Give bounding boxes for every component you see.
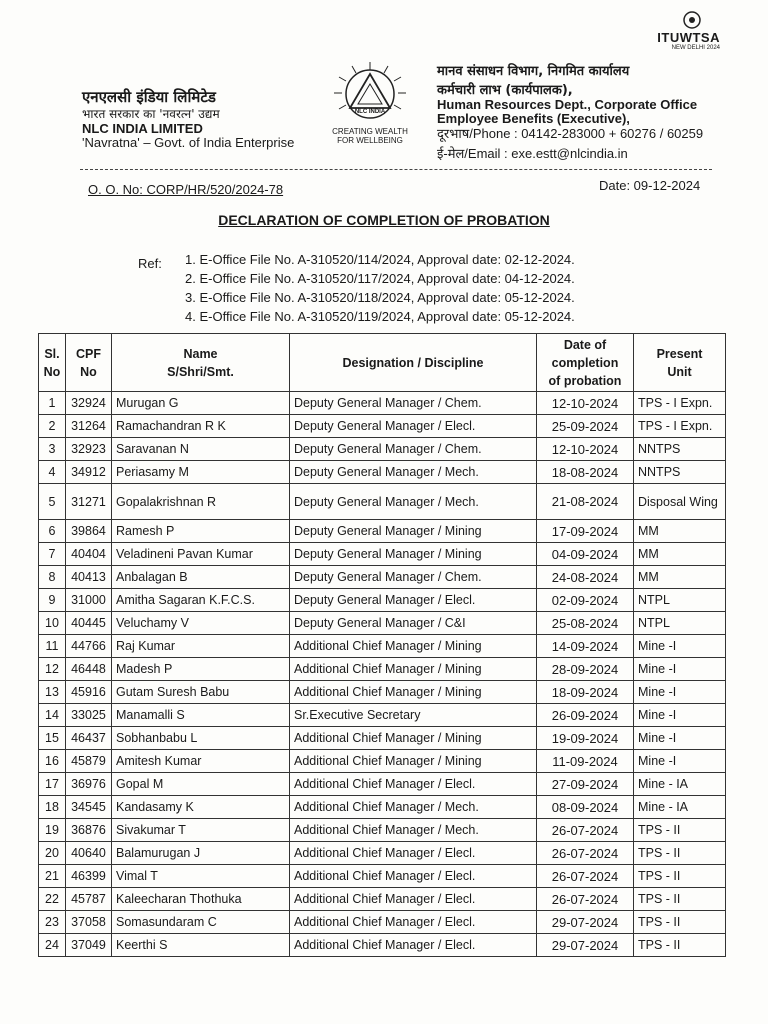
table-header-row [39,334,726,392]
cell-designation: Additional Chief Manager / Elecl. [290,888,537,911]
cell-present-unit: Mine -I [634,704,726,727]
cell-sl-no: 23 [39,911,66,934]
cell-completion-date: 18-09-2024 [537,681,634,704]
phone-line: दूरभाष/Phone : 04142-283000 + 60276 / 60259 [437,126,704,141]
cell-designation: Additional Chief Manager / Elecl. [290,911,537,934]
cell-cpf-no: 31000 [66,589,112,612]
cell-completion-date: 26-07-2024 [537,865,634,888]
cell-name: Somasundaram C [112,911,290,934]
cell-name: Kandasamy K [112,796,290,819]
cell-present-unit: Mine - IA [634,796,726,819]
cell-cpf-no: 31271 [66,484,112,520]
cell-completion-date: 26-07-2024 [537,819,634,842]
cell-completion-date: 25-08-2024 [537,612,634,635]
cell-name: Sobhanbabu L [112,727,290,750]
cell-sl-no: 17 [39,773,66,796]
logo-caption-line-2: FOR WELLBEING [337,136,403,145]
cell-present-unit: TPS - II [634,888,726,911]
cell-sl-no: 11 [39,635,66,658]
cell-name: Veladineni Pavan Kumar [112,543,290,566]
cell-sl-no: 10 [39,612,66,635]
cell-sl-no: 1 [39,392,66,415]
cell-present-unit: TPS - II [634,819,726,842]
cell-completion-date: 08-09-2024 [537,796,634,819]
cell-present-unit: NTPL [634,612,726,635]
cell-completion-date: 26-07-2024 [537,842,634,865]
cell-completion-date: 24-08-2024 [537,566,634,589]
cell-name: Ramesh P [112,520,290,543]
cell-cpf-no: 46448 [66,658,112,681]
cell-sl-no: 6 [39,520,66,543]
cell-designation: Deputy General Manager / Mech. [290,484,537,520]
cell-cpf-no: 46437 [66,727,112,750]
table-row [39,543,726,566]
header-present-unit: Present Unit [634,334,726,392]
cell-name: Veluchamy V [112,612,290,635]
reference-item: 1. E-Office File No. A-310520/114/2024, Approval date: 02-12-2024. [185,252,575,267]
cell-designation: Additional Chief Manager / Elecl. [290,842,537,865]
cell-name: Madesh P [112,658,290,681]
reference-label: Ref: [138,256,162,271]
header-sl-no: Sl. No [39,334,66,392]
cell-sl-no: 7 [39,543,66,566]
cell-present-unit: MM [634,543,726,566]
cell-cpf-no: 40640 [66,842,112,865]
cell-present-unit: Mine -I [634,681,726,704]
cell-completion-date: 26-09-2024 [537,704,634,727]
cell-present-unit: Mine -I [634,635,726,658]
document-title: DECLARATION OF COMPLETION OF PROBATION [218,212,550,228]
cell-cpf-no: 45879 [66,750,112,773]
cell-name: Vimal T [112,865,290,888]
cell-sl-no: 20 [39,842,66,865]
reference-list [185,250,575,326]
table-row [39,566,726,589]
cell-name: Amitesh Kumar [112,750,290,773]
cell-sl-no: 22 [39,888,66,911]
company-name-english: NLC INDIA LIMITED [82,121,203,136]
table-row [39,750,726,773]
cell-cpf-no: 44766 [66,635,112,658]
cell-completion-date: 29-07-2024 [537,934,634,957]
cell-designation: Deputy General Manager / C&I [290,612,537,635]
cell-designation: Additional Chief Manager / Elecl. [290,934,537,957]
ituwtsa-text: ITUWTSA [657,30,720,45]
cell-name: Kaleecharan Thothuka [112,888,290,911]
cell-designation: Additional Chief Manager / Mech. [290,819,537,842]
cell-present-unit: Mine -I [634,750,726,773]
cell-designation: Sr.Executive Secretary [290,704,537,727]
cell-cpf-no: 32924 [66,392,112,415]
cell-present-unit: Mine -I [634,658,726,681]
cell-name: Amitha Sagaran K.F.C.S. [112,589,290,612]
cell-present-unit: NTPL [634,589,726,612]
company-tagline-hindi: भारत सरकार का 'नवरत्न' उद्यम [82,107,220,121]
cell-sl-no: 21 [39,865,66,888]
cell-cpf-no: 32923 [66,438,112,461]
cell-sl-no: 15 [39,727,66,750]
cell-cpf-no: 46399 [66,865,112,888]
cell-present-unit: TPS - I Expn. [634,392,726,415]
reference-item: 4. E-Office File No. A-310520/119/2024, Approval date: 05-12-2024. [185,309,575,324]
globe-icon [682,10,702,30]
department-english-line-1: Human Resources Dept., Corporate Office [437,97,698,112]
table-row [39,842,726,865]
table-row [39,658,726,681]
header-divider [80,169,712,170]
cell-completion-date: 28-09-2024 [537,658,634,681]
cell-present-unit: Mine - IA [634,773,726,796]
cell-completion-date: 21-08-2024 [537,484,634,520]
department-hindi-line-1: मानव संसाधन विभाग, निगमित कार्यालय [437,64,630,79]
reference-item: 3. E-Office File No. A-310520/118/2024, Approval date: 05-12-2024. [185,290,575,305]
cell-designation: Deputy General Manager / Chem. [290,566,537,589]
cell-completion-date: 04-09-2024 [537,543,634,566]
table-row [39,819,726,842]
cell-completion-date: 12-10-2024 [537,392,634,415]
cell-designation: Deputy General Manager / Mining [290,543,537,566]
table-row [39,589,726,612]
cell-present-unit: TPS - II [634,842,726,865]
cell-cpf-no: 34545 [66,796,112,819]
cell-completion-date: 25-09-2024 [537,415,634,438]
cell-sl-no: 19 [39,819,66,842]
cell-designation: Deputy General Manager / Mech. [290,461,537,484]
cell-name: Raj Kumar [112,635,290,658]
logo-caption-line-1: CREATING WEALTH [332,127,408,136]
table-row [39,635,726,658]
cell-designation: Additional Chief Manager / Mining [290,750,537,773]
cell-designation: Additional Chief Manager / Mining [290,727,537,750]
cell-name: Saravanan N [112,438,290,461]
cell-designation: Additional Chief Manager / Mining [290,635,537,658]
cell-present-unit: NNTPS [634,461,726,484]
cell-cpf-no: 33025 [66,704,112,727]
table-row [39,888,726,911]
department-english-line-2: Employee Benefits (Executive), [437,111,630,126]
cell-designation: Deputy General Manager / Chem. [290,392,537,415]
cell-present-unit: NNTPS [634,438,726,461]
cell-completion-date: 17-09-2024 [537,520,634,543]
table-row [39,911,726,934]
cell-completion-date: 18-08-2024 [537,461,634,484]
header-name: Name S/Shri/Smt. [112,334,290,392]
cell-completion-date: 14-09-2024 [537,635,634,658]
table-row [39,934,726,957]
logo-caption [330,127,410,145]
cell-sl-no: 8 [39,566,66,589]
order-date: Date: 09-12-2024 [599,178,701,193]
cell-cpf-no: 37049 [66,934,112,957]
cell-completion-date: 11-09-2024 [537,750,634,773]
table-row [39,865,726,888]
cell-sl-no: 9 [39,589,66,612]
logo-text: NLC INDIA [354,109,386,115]
cell-cpf-no: 34912 [66,461,112,484]
cell-present-unit: MM [634,520,726,543]
cell-designation: Additional Chief Manager / Elecl. [290,773,537,796]
cell-name: Gopalakrishnan R [112,484,290,520]
cell-present-unit: TPS - II [634,934,726,957]
cell-name: Sivakumar T [112,819,290,842]
cell-present-unit: TPS - II [634,865,726,888]
cell-cpf-no: 39864 [66,520,112,543]
cell-sl-no: 13 [39,681,66,704]
cell-name: Gutam Suresh Babu [112,681,290,704]
table-row [39,415,726,438]
ituwtsa-subtext: NEW DELHI 2024 [671,45,720,51]
cell-designation: Additional Chief Manager / Mining [290,681,537,704]
cell-present-unit: MM [634,566,726,589]
cell-sl-no: 2 [39,415,66,438]
header-cpf-no: CPF No [66,334,112,392]
cell-name: Anbalagan B [112,566,290,589]
cell-name: Gopal M [112,773,290,796]
nlc-logo-icon [330,60,410,126]
company-name-hindi: एनएलसी इंडिया लिमिटेड [82,88,216,106]
cell-present-unit: TPS - I Expn. [634,415,726,438]
cell-cpf-no: 45787 [66,888,112,911]
table-row [39,392,726,415]
office-order-number: O. O. No: CORP/HR/520/2024-78 [88,182,284,197]
cell-cpf-no: 37058 [66,911,112,934]
cell-completion-date: 26-07-2024 [537,888,634,911]
cell-sl-no: 12 [39,658,66,681]
cell-present-unit: Mine -I [634,727,726,750]
cell-sl-no: 24 [39,934,66,957]
cell-present-unit: TPS - II [634,911,726,934]
cell-cpf-no: 36876 [66,819,112,842]
cell-name: Ramachandran R K [112,415,290,438]
email-line: ई-मेल/Email : exe.estt@nlcindia.in [437,146,628,161]
cell-cpf-no: 36976 [66,773,112,796]
cell-sl-no: 4 [39,461,66,484]
cell-designation: Additional Chief Manager / Mech. [290,796,537,819]
cell-designation: Deputy General Manager / Elecl. [290,589,537,612]
cell-name: Keerthi S [112,934,290,957]
table-row [39,438,726,461]
cell-sl-no: 3 [39,438,66,461]
cell-name: Periasamy M [112,461,290,484]
table-row [39,796,726,819]
cell-designation: Additional Chief Manager / Elecl. [290,865,537,888]
cell-completion-date: 29-07-2024 [537,911,634,934]
cell-cpf-no: 45916 [66,681,112,704]
cell-sl-no: 5 [39,484,66,520]
cell-completion-date: 27-09-2024 [537,773,634,796]
cell-sl-no: 16 [39,750,66,773]
ituwtsa-logo [640,10,720,51]
cell-completion-date: 19-09-2024 [537,727,634,750]
table-row [39,461,726,484]
cell-name: Balamurugan J [112,842,290,865]
cell-completion-date: 02-09-2024 [537,589,634,612]
table-row [39,681,726,704]
probation-table [38,333,726,957]
table-row [39,727,726,750]
cell-completion-date: 12-10-2024 [537,438,634,461]
reference-item: 2. E-Office File No. A-310520/117/2024, Approval date: 04-12-2024. [185,271,575,286]
department-hindi-line-2: कर्मचारी लाभ (कार्यपालक), [437,83,573,98]
cell-designation: Deputy General Manager / Mining [290,520,537,543]
cell-name: Murugan G [112,392,290,415]
table-row [39,520,726,543]
header-completion-date: Date of completion of probation [537,334,634,392]
cell-present-unit: Disposal Wing [634,484,726,520]
cell-name: Manamalli S [112,704,290,727]
cell-designation: Deputy General Manager / Elecl. [290,415,537,438]
cell-sl-no: 14 [39,704,66,727]
header-designation: Designation / Discipline [290,334,537,392]
cell-cpf-no: 40445 [66,612,112,635]
cell-designation: Deputy General Manager / Chem. [290,438,537,461]
cell-sl-no: 18 [39,796,66,819]
table-row [39,773,726,796]
table-row [39,704,726,727]
company-tagline-english: 'Navratna' – Govt. of India Enterprise [82,135,295,150]
cell-cpf-no: 40404 [66,543,112,566]
cell-designation: Additional Chief Manager / Mining [290,658,537,681]
table-row [39,612,726,635]
table-row [39,484,726,520]
cell-cpf-no: 31264 [66,415,112,438]
cell-cpf-no: 40413 [66,566,112,589]
